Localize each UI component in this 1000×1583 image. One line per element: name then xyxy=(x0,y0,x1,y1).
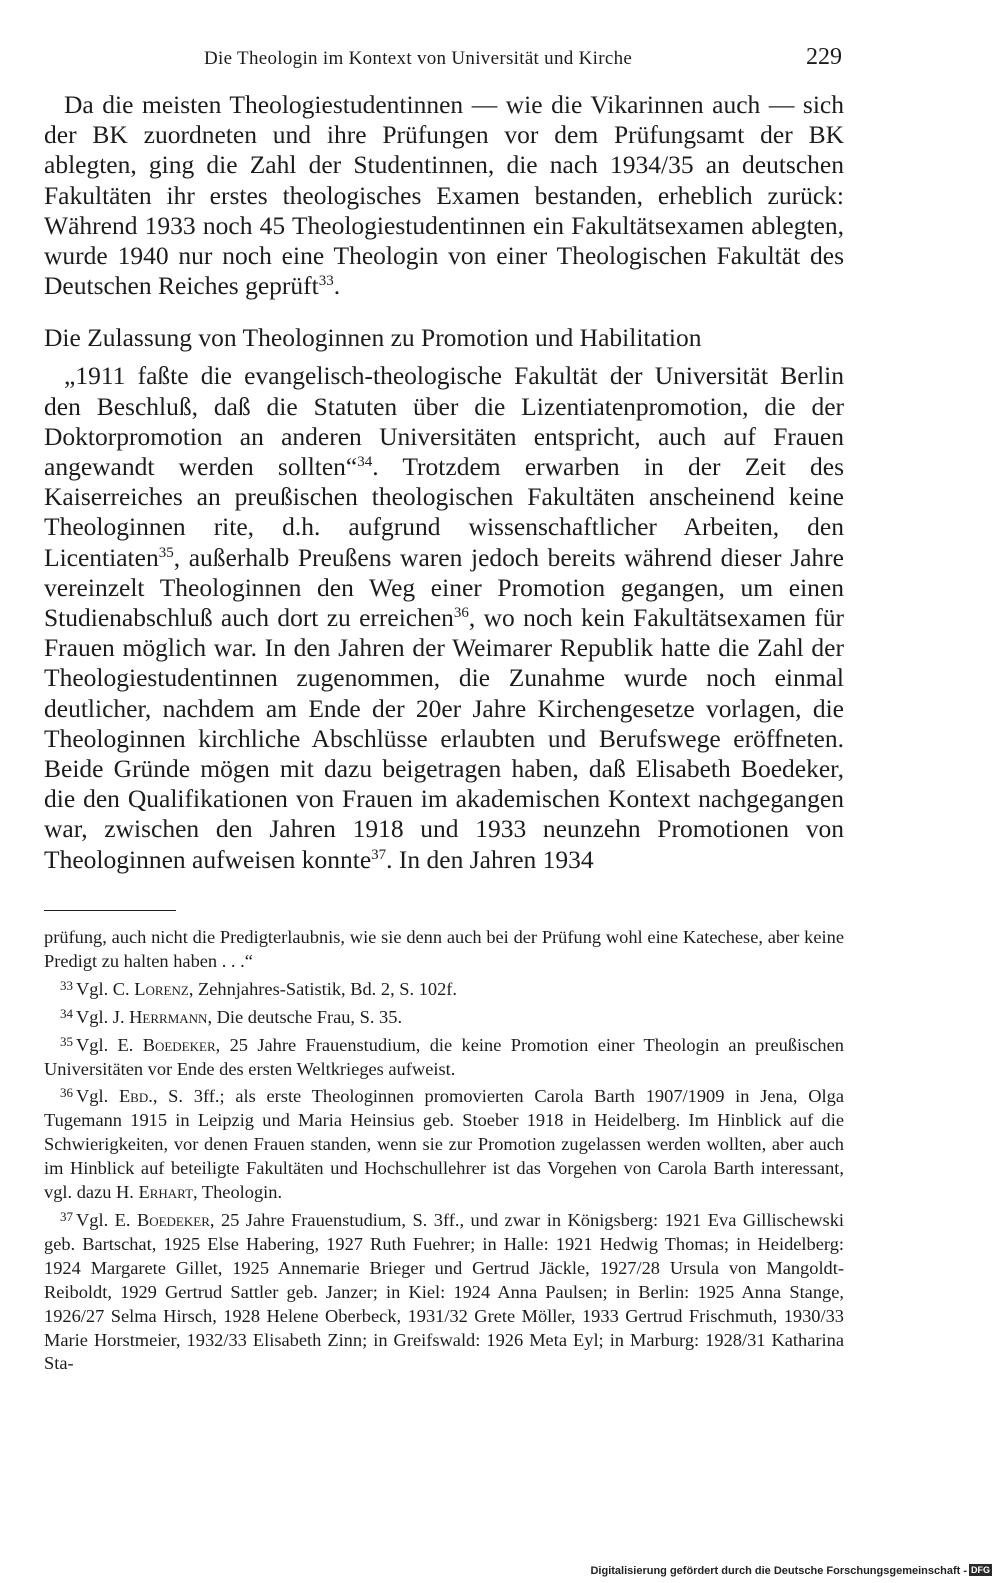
footnote-text: Vgl. E. xyxy=(76,1034,143,1055)
page-number: 229 xyxy=(806,44,842,70)
footnote-ref-36: 36 xyxy=(453,605,469,622)
author-name: Lorenz xyxy=(134,978,189,999)
page-header xyxy=(44,44,844,76)
footnote-text: Vgl. E. xyxy=(76,1209,137,1230)
footnote-text: , S. 3ff.; als erste Theologinnen promovierten Carola Barth 1907/1909 in Jena, Olga Tugemann 1915 in Leipzig und Maria Heinsius geb. Stoeber 1918 in Heidelberg. Im Hinblick auf die Schwierigkeiten, vor denen Frauen standen, wenn sie zur Promotion zugelassen werden wollten, aber auch im Hinblick auf beteiligte Fakultäten und Hochschullehrer ist das Vorgehen von Carola Barth interessant, vgl. dazu H. xyxy=(44,1086,844,1203)
footnote-34 xyxy=(44,1002,844,1030)
footnote-ref-33: 33 xyxy=(318,273,334,290)
author-name: Erhart xyxy=(138,1182,194,1203)
footnote-37 xyxy=(44,1205,844,1376)
credit-text: Digitalisierung gefördert durch die Deutsche Forschungsgemeinschaft - xyxy=(590,1565,967,1577)
paragraph-text: Da die meisten Theologiestudentinnen — wie die Vikarinnen auch — sich der BK zuordneten und ihre Prüfungen vor dem Prüfungsamt der BK ablegten, ging die Zahl der Studentinnen, die nach 1934/35 an deutschen Fakultäten ihr erstes theologisches Examen bestanden, erheblich zurück: Während 1933 noch 45 Theologiestudentinnen ein Fakultätsexamen ablegten, wurde 1940 nur noch eine Theologin von einer Theologischen Fakultät des Deutschen Reiches geprüft xyxy=(44,90,844,301)
footnote-text: , Die deutsche Frau, S. 35. xyxy=(207,1006,403,1027)
footnote-text: , Theologin. xyxy=(193,1182,283,1203)
footnote-number: 36 xyxy=(60,1085,73,1101)
footnote-number: 35 xyxy=(60,1033,73,1049)
author-name: Boedeker xyxy=(142,1034,216,1055)
paragraph-text: „1911 faßte die evangelisch-theologische Fakultät der Universität Berlin den Beschluß, daß die Statuten über die Lizentiatenpromotion, die der Doktorpromotion an anderen Universitäten entspricht, auch auf Frauen angewandt werden sollten“ xyxy=(44,361,844,482)
footnote-36 xyxy=(44,1081,844,1205)
dfg-logo: DFG xyxy=(971,1565,990,1575)
main-text xyxy=(44,90,844,875)
footnote-separator xyxy=(44,910,176,911)
author-name: Herrmann xyxy=(129,1006,208,1027)
paragraph-2 xyxy=(44,361,844,874)
footnote-ref-35: 35 xyxy=(158,544,174,561)
running-title: Die Theologin im Kontext von Universität und Kirche xyxy=(204,48,633,69)
footnote-ref-34: 34 xyxy=(357,454,373,471)
footnote-35 xyxy=(44,1030,844,1082)
paragraph-text: . In den Jahren 1934 xyxy=(386,844,594,874)
footnote-continued: prüfung, auch nicht die Predigterlaubnis, wie sie denn auch bei der Prüfung wohl eine Katechese, aber keine Predigt zu halten haben . . .“ xyxy=(44,927,844,971)
footnote-number: 33 xyxy=(60,977,73,993)
footnote-ref-37: 37 xyxy=(371,846,387,863)
paragraph-text: , außerhalb Preußens waren jedoch bereits während dieser Jahre vereinzelt Theologinnen den Weg einer Promotion gegangen, um einen Studienabschluß auch dort zu erreichen xyxy=(44,542,844,633)
footnote-text: , 25 Jahre Frauenstudium, S. 3ff., und zwar in Königsberg: 1921 Eva Gillischewski geb. Bartschat, 1925 Else Habering, 1927 Ruth Fuehrer; in Halle: 1921 Hedwig Thomas; in Heidelberg: 1924 Margarete Gillet, 1925 Annemarie Brieger und Gertrud Jäckle, 1927/28 Ursula von Mangoldt-Reiboldt, 1929 Gertrud Sattler geb. Janzer; in Kiel: 1924 Anna Paulsen; in Berlin: 1925 Anna Stange, 1926/27 Selma Hirsch, 1928 Helene Oberbeck, 1931/32 Grete Möller, 1933 Gertrud Frischmuth, 1930/33 Marie Horstmeier, 1932/33 Elisabeth Zinn; in Greifswald: 1926 Meta Eyl; in Marburg: 1928/31 Katharina Sta- xyxy=(44,1209,845,1374)
footnote-text: Vgl. J. xyxy=(76,1006,130,1027)
digitization-credit xyxy=(590,1564,992,1577)
author-name: Ebd. xyxy=(118,1086,153,1107)
footnote-text: Vgl. C. xyxy=(76,978,135,999)
footnote-text: , 25 Jahre Frauenstudium, die keine Promotion einer Theologin an preußischen Universitäten vor Ende des ersten Weltkrieges aufweist. xyxy=(44,1034,844,1079)
author-name: Boedeker xyxy=(136,1209,210,1230)
paragraph-text: . xyxy=(333,271,341,301)
footnotes xyxy=(44,926,844,1376)
section-heading: Die Zulassung von Theologinnen zu Promotion und Habilitation xyxy=(44,323,702,353)
paragraph-text: , wo noch kein Fakultätsexamen für Frauen möglich war. In den Jahren der Weimarer Republik hatte die Zahl der Theologiestudentinnen zugenommen, die Zunahme wurde noch einmal deutlicher, nachdem am Ende der 20er Jahre Kirchengesetze vorlagen, die Theologinnen kirchliche Abschlüsse erlaubten und Berufswege eröffneten. Beide Gründe mögen mit dazu beigetragen haben, daß Elisabeth Boedeker, die den Qualifikationen von Frauen im akademischen Kontext nachgegangen war, zwischen den Jahren 1918 und 1933 neunzehn Promotionen von Theologinnen aufweisen konnte xyxy=(44,603,844,874)
footnote-number: 37 xyxy=(60,1208,73,1224)
footnote-text: , Zehnjahres-Satistik, Bd. 2, S. 102f. xyxy=(188,978,458,999)
paragraph-1 xyxy=(44,90,844,301)
paragraph-text: . Trotzdem erwarben in der Zeit des Kaiserreiches an preußischen theologischen Fakultäten anscheinend keine Theologinnen rite, d.h. aufgrund wissenschaftlicher Arbeiten, den Licentiaten xyxy=(44,452,844,572)
footnote-number: 34 xyxy=(60,1005,73,1021)
footnote-33 xyxy=(44,974,844,1002)
footnote-text: Vgl. xyxy=(76,1086,119,1107)
